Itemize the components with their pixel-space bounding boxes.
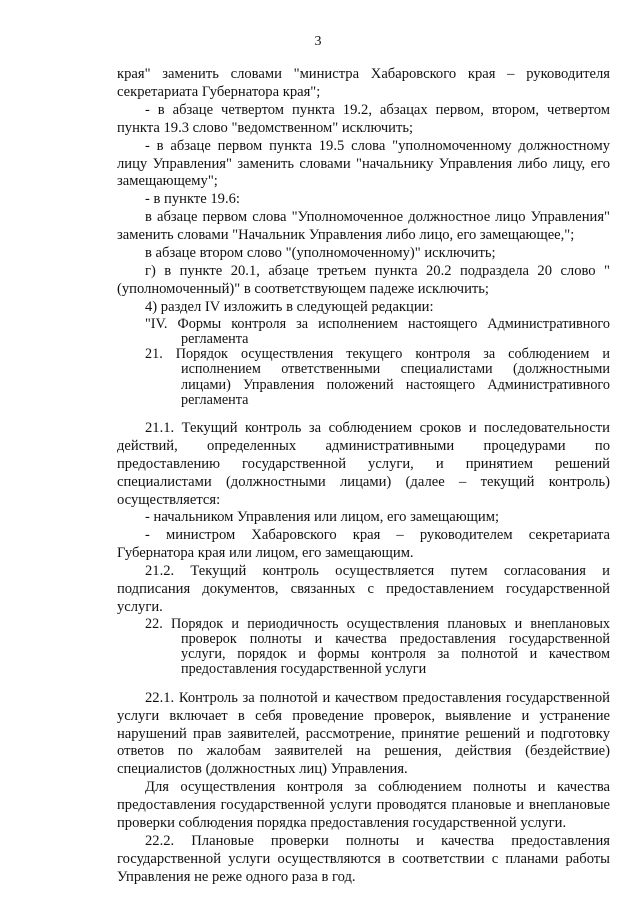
paragraph: в абзаце первом слова "Уполномоченное должностное лицо Управления" заменить словами "Начальник Управления либо лицо, его замещающее,";	[117, 209, 610, 244]
paragraph: - министром Хабаровского края – руководителем секретариата Губернатора края или лицом, его замещающим.	[117, 527, 610, 562]
paragraph: 21.1. Текущий контроль за соблюдением сроков и последовательности действий, определенных административными процедурами по предоставлению государственной услуги, и принятием решений специалистами (должностными лицами) (далее – текущий контроль) осуществляется:	[117, 419, 610, 508]
paragraph: в абзаце втором слово "(уполномоченному)" исключить;	[145, 245, 496, 262]
paragraph: - в пункте 19.6:	[145, 191, 240, 208]
paragraph: - в абзаце первом пункта 19.5 слова "уполномоченному должностному лицу Управления" заменить словами "начальнику Управления либо лицу, его замещающему";	[117, 137, 610, 190]
paragraph: 21.2. Текущий контроль осуществляется путем согласования и подписания документов, связанных с предоставлением государственной услуги.	[117, 563, 610, 615]
paragraph: 4) раздел IV изложить в следующей редакции:	[145, 298, 434, 315]
page-number: 3	[314, 34, 322, 49]
paragraph: г) в пункте 20.1, абзаце третьем пункта 20.2 подраздела 20 слово "(уполномоченный)" в соответствующем падеже исключить;	[117, 262, 610, 297]
section-heading: "IV. Формы контроля за исполнением настоящего Административного регламента	[145, 315, 610, 347]
paragraph: 22.2. Плановые проверки полноты и качества предоставления государственной услуги осуществляются в соответствии с планами работы Управления не реже одного раза в год.	[117, 832, 610, 885]
paragraph: 22.1. Контроль за полнотой и качеством предоставления государственной услуги включает в себя проведение проверок, выявление и устранение нарушений прав заявителей, рассмотрение, принятие решений и подготовку ответов по жалобам заявителей на решения, действия (бездействие) специалистов (должностных лиц) Управления.	[117, 689, 610, 778]
paragraph: Для осуществления контроля за соблюдением полноты и качества предоставления государственной услуги проводятся плановые и внеплановые проверки соблюдения порядка предоставления государственной услуги.	[117, 779, 610, 832]
paragraph: - начальником Управления или лицом, его замещающим;	[145, 509, 499, 526]
subsection-heading: 22. Порядок и периодичность осуществления плановых и внеплановых проверок полноты и качества предоставления государственной услуги, порядок и формы контроля за полнотой и качеством предоставления государственной услуги	[145, 615, 610, 678]
document-body	[117, 66, 610, 887]
subsection-heading: 21. Порядок осуществления текущего контроля за соблюдением и исполнением ответственными специалистами (должностными лицами) Управления положений настоящего Административного регламента	[145, 346, 610, 408]
paragraph: края" заменить словами "министра Хабаровского края – руководителя секретариата Губернатора края";	[117, 66, 610, 100]
paragraph: - в абзаце четвертом пункта 19.2, абзацах первом, втором, четвертом пункта 19.3 слово "ведомственном" исключить;	[117, 101, 610, 136]
